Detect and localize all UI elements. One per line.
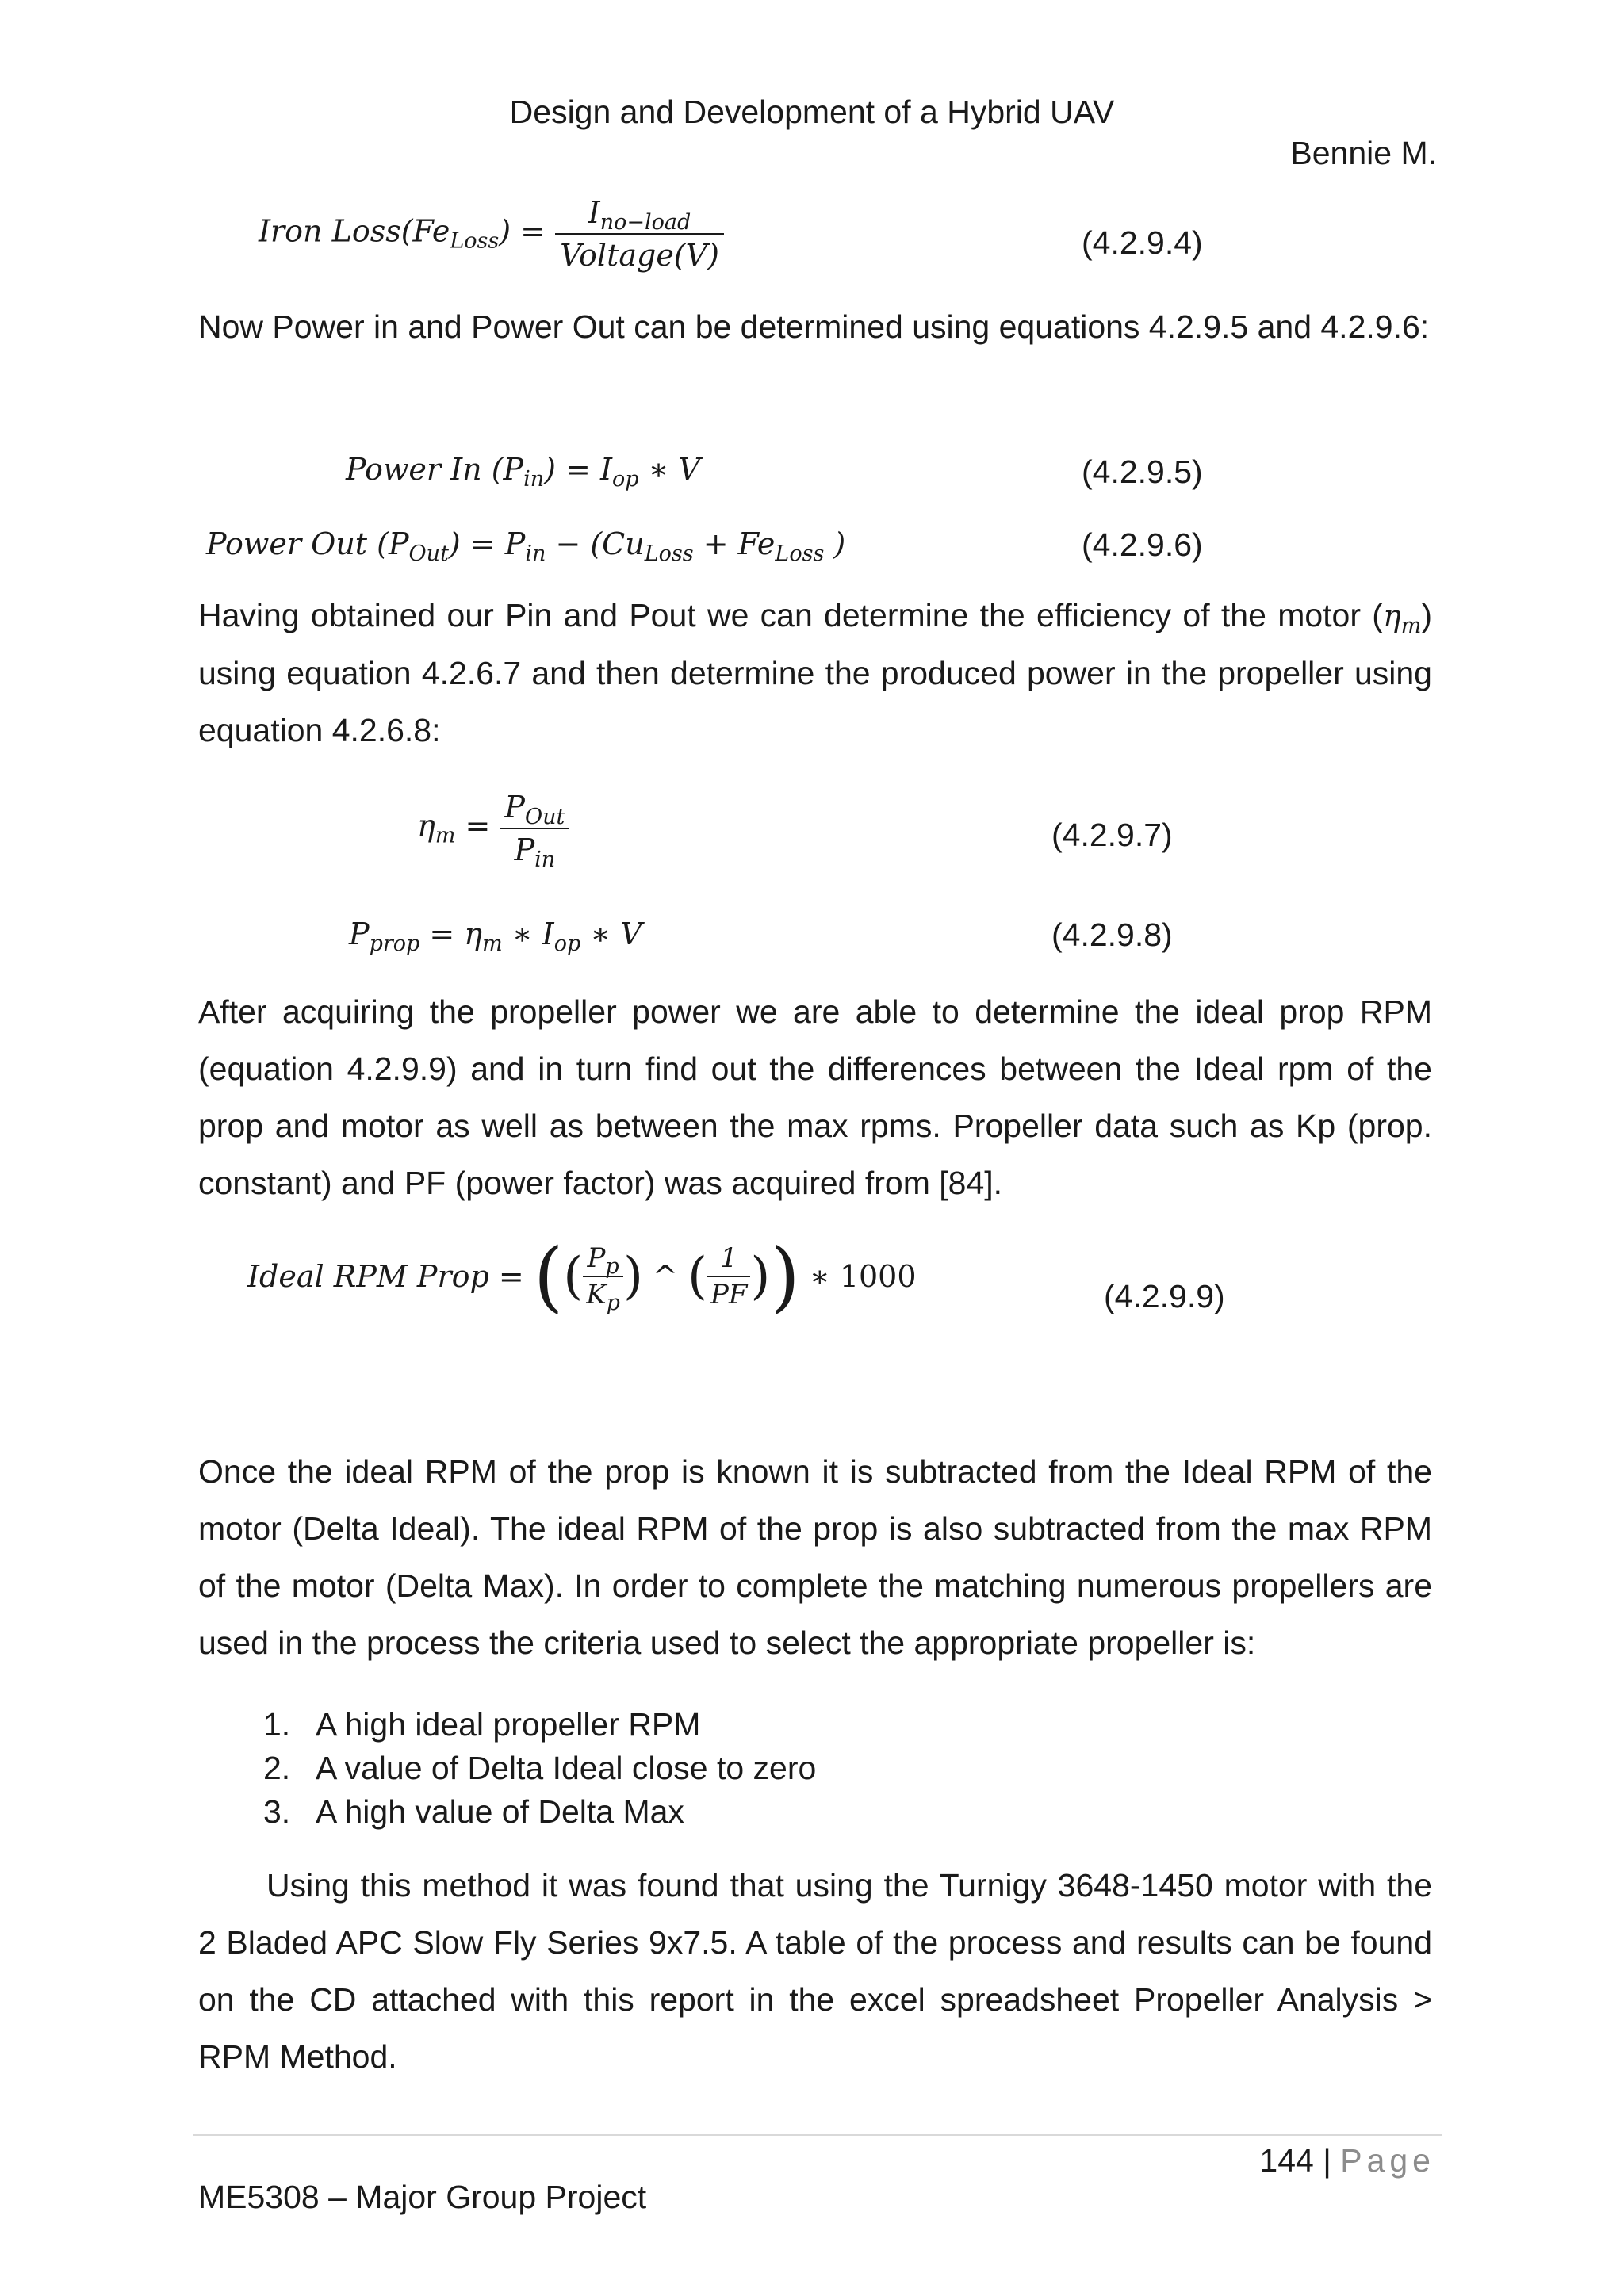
footer-divider <box>193 2134 1442 2136</box>
eq4-lhs: Iron Loss(Fe <box>259 213 450 249</box>
eq6-mid1-sub: in <box>525 541 546 566</box>
eq4-num-sub: no−load <box>599 210 691 235</box>
eq6-lhs: Power Out (P <box>206 526 409 561</box>
paragraph-results: Using this method it was found that using the Turnigy 3648-1450 motor with the 2 Bladed APC Slow Fly Series 9x7.5. A table of the process and results can be found on the CD attached with this report in the excel spreadsheet Propeller Analysis > RPM Method. <box>198 1867 1432 2075</box>
eq7-number: (4.2.9.7) <box>1051 817 1173 853</box>
equation-prop-power <box>349 916 642 956</box>
eq5-lhs: Power In (P <box>346 452 524 487</box>
header-author: Bennie M. <box>1290 135 1437 171</box>
eq6-mid2-sub: Loss <box>644 541 694 566</box>
footer-course: ME5308 – Major Group Project <box>198 2179 647 2215</box>
eq9-fraction-pp-kp: $\frac{P_p}{K_p}$ <box>583 1242 623 1311</box>
page-number: 144 | Page <box>1259 2142 1435 2179</box>
eq8-mid2: ∗ I <box>502 916 554 951</box>
header-title: Design and Development of a Hybrid UAV <box>509 94 1115 130</box>
eq6-mid3-sub: Loss <box>775 541 825 566</box>
eq4-lhs-close: ) = <box>499 213 546 249</box>
eq7-den-sub: in <box>534 848 556 872</box>
eq9-lhs: Ideal RPM Prop = <box>247 1259 524 1294</box>
eq8-mid2-sub: op <box>553 932 581 956</box>
eq5-number: (4.2.9.5) <box>1082 453 1203 490</box>
paragraph-efficiency <box>198 587 1432 759</box>
eq7-fraction <box>500 790 569 872</box>
equation-efficiency <box>417 790 569 872</box>
paragraph-propeller-power: After acquiring the propeller power we are able to determine the ideal prop RPM (equation 4.2.9.9) and in turn find out the differences between the Ideal rpm of the prop and motor as well as between the max rpms. Propeller data such as Kp (prop. constant) and PF (power factor) was acquired from [84]. <box>198 993 1432 1201</box>
list-item: 3. A high value of Delta Max <box>263 1793 684 1830</box>
eq4-number: (4.2.9.4) <box>1082 224 1203 261</box>
eq4-lhs-sub: Loss <box>450 228 500 254</box>
eq8-lhs-sub: prop <box>369 932 420 956</box>
p2-text-a: Having obtained our Pin and Pout we can determine the efficiency of the motor ( <box>198 597 1383 633</box>
eq9-rhs: ∗ 1000 <box>809 1259 917 1294</box>
eq4-den: Voltage(V) <box>560 238 719 273</box>
paragraph-power-intro: Now Power in and Power Out can be determined using equations 4.2.9.5 and 4.2.9.6: <box>198 308 1430 345</box>
eq5-mid: ) = I <box>544 452 612 487</box>
criteria-list <box>263 1703 816 1834</box>
eq8-mid1: = η <box>419 916 483 951</box>
eq7-lhs-sub: m <box>435 823 456 848</box>
eq6-mid3: + Fe <box>693 526 776 561</box>
eq9-fraction-1-pf: $\frac{1}{PF}$ <box>707 1242 750 1311</box>
eq5-lhs-sub: in <box>523 467 545 492</box>
equation-iron-loss <box>259 195 724 273</box>
equation-power-out <box>206 526 846 566</box>
eq6-number: (4.2.9.6) <box>1082 526 1203 563</box>
eq5-rhs: ∗ V <box>638 452 700 487</box>
paragraph-delta-method: Once the ideal RPM of the prop is known it is subtracted from the Ideal RPM of the motor (Delta Ideal). The ideal RPM of the prop is also subtracted from the max RPM of the motor (Delta Max). In order to complete the matching numerous propellers are used in the process the criteria used to select the appropriate propeller is: <box>198 1453 1432 1661</box>
eq7-equals: = <box>455 808 491 844</box>
eq7-num: P <box>504 790 525 825</box>
eq8-number: (4.2.9.8) <box>1051 916 1173 953</box>
eq7-lhs: η <box>417 808 435 844</box>
eq4-num: I <box>588 195 600 230</box>
eq8-rhs: ∗ V <box>580 916 642 951</box>
equation-ideal-rpm: Ideal RPM Prop = (( $\frac{P_p}{K_p}$ ) ^ ( $\frac{1}{PF}$ )) ∗ 1000 <box>247 1232 917 1321</box>
eq9-number: (4.2.9.9) <box>1104 1278 1225 1314</box>
equation-power-in <box>346 452 700 492</box>
p2-text-b: ) using equation 4.2.6.7 and then determine the produced power in the propeller using equation 4.2.6.8: <box>198 597 1432 748</box>
eq6-mid1: ) = P <box>448 526 526 561</box>
eq5-mid-sub: op <box>612 467 639 492</box>
eq9-caret: ^ <box>653 1259 678 1294</box>
list-item: 2. A value of Delta Ideal close to zero <box>263 1750 817 1786</box>
eq6-rhs: ) <box>824 526 846 561</box>
eq7-den: P <box>514 832 535 867</box>
eq8-mid1-sub: m <box>482 932 503 956</box>
list-item: 1. A high ideal propeller RPM <box>263 1706 701 1743</box>
eq8-lhs: P <box>349 916 370 951</box>
eq6-mid2: − (Cu <box>546 526 645 561</box>
p2-eta-symbol: $\eta_m$ <box>1382 599 1422 638</box>
eq6-lhs-sub: Out <box>408 541 449 566</box>
eq7-num-sub: Out <box>524 805 565 829</box>
eq4-fraction <box>555 195 724 273</box>
